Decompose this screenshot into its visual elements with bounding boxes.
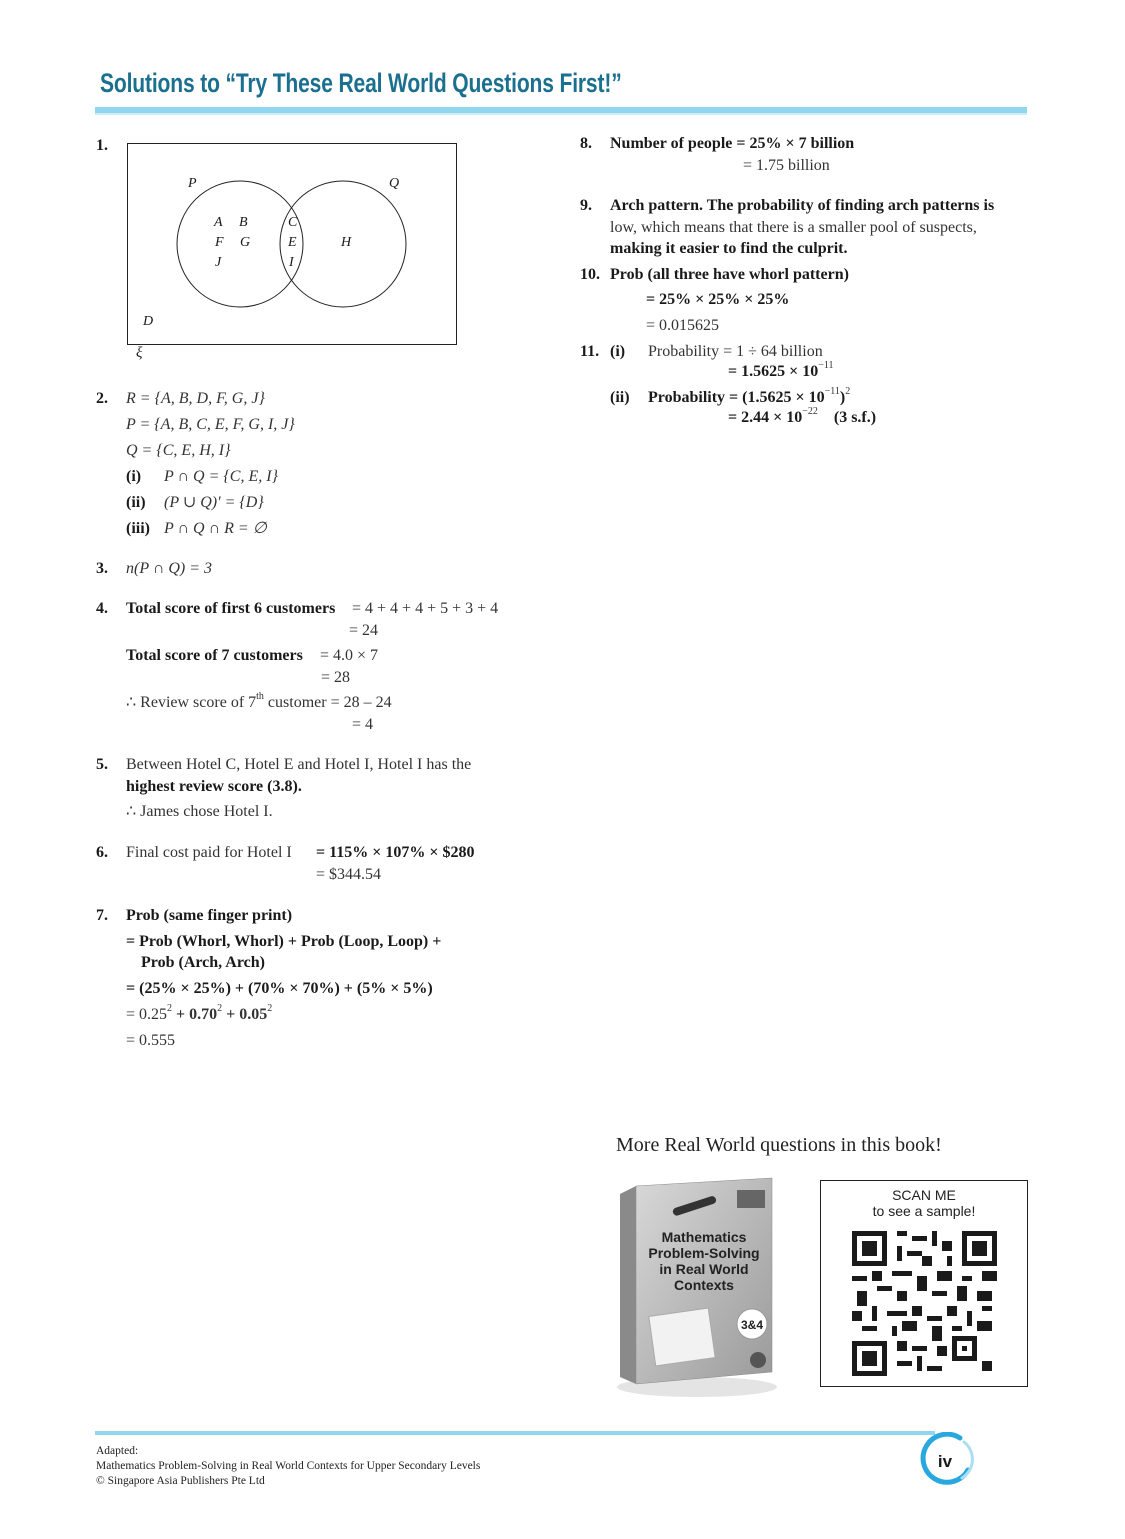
answer-text: making it easier to find the culprit.: [610, 240, 848, 257]
working-expr: = 4 + 4 + 4 + 5 + 3 + 4: [352, 600, 499, 617]
working-label: Total score of first 6 customers: [126, 600, 336, 617]
question-number: 7.: [96, 907, 108, 924]
footer-line: Adapted:: [96, 1445, 139, 1457]
element-c: C: [288, 215, 298, 230]
working-expr: = 25% × 25% × 25%: [646, 291, 790, 308]
qr-caption-line1: SCAN ME: [892, 1187, 956, 1203]
working-result: = 0.015625: [646, 317, 720, 334]
set-p: P = {A, B, C, E, F, G, I, J}: [126, 416, 295, 433]
answer-conclusion: ∴ James chose Hotel I.: [126, 803, 273, 820]
answer-text: low, which means that there is a smaller pool of suspects,: [610, 219, 977, 236]
part-answer: P ∩ Q = {C, E, I}: [164, 468, 278, 485]
question-number: 6.: [96, 844, 108, 861]
element-e: E: [288, 235, 297, 250]
question-number: 3.: [96, 560, 108, 577]
working-label: Prob (all three have whorl pattern): [610, 266, 849, 283]
working-expr: = $0.25^2 + 0.70^2 + 0.05^2$: [126, 1002, 273, 1023]
element-h: H: [341, 235, 352, 250]
book-cover-image: [612, 1172, 782, 1400]
working-label: Final cost paid for Hotel I: [126, 844, 292, 861]
svg-text:Problem-Solving: Problem-Solving: [648, 1245, 760, 1261]
set-q: Q = {C, E, H, I}: [126, 442, 231, 459]
element-a: A: [214, 215, 223, 230]
part-label: (i): [610, 343, 626, 360]
working-expr: = 4.0 × 7: [320, 647, 379, 664]
answer-text: highest review score (3.8).: [126, 778, 302, 795]
part-label: (i): [126, 468, 142, 485]
book-icon: [612, 1172, 782, 1400]
question-number: 5.: [96, 756, 108, 773]
working-expr: Prob (Arch, Arch): [141, 954, 265, 971]
working-result: = 1.75 billion: [743, 157, 830, 174]
working-result: = 4: [352, 716, 374, 733]
footer-divider: [95, 1431, 935, 1435]
working-expr: = Prob (Whorl, Whorl) + Prob (Loop, Loop) +: [126, 933, 442, 950]
part-answer: P ∩ Q ∩ R = ∅: [164, 520, 267, 537]
question-number: 10.: [580, 266, 600, 283]
footer-credits: [96, 1444, 480, 1489]
answer-text: n(P ∩ Q) = 3: [126, 560, 213, 577]
qr-code-icon[interactable]: [852, 1231, 997, 1376]
part-label: (ii): [610, 389, 630, 406]
working-conclusion: ∴ Review score of 7th customer = 28 – 24: [126, 690, 392, 711]
working-expr: Probability = 1 ÷ 64 billion: [648, 343, 823, 360]
page-number-badge: [916, 1432, 974, 1488]
svg-text:3&4: 3&4: [740, 1318, 764, 1332]
element-f: F: [215, 235, 224, 250]
working-label: Total score of 7 customers: [126, 647, 303, 664]
universal-set-symbol: ξ: [136, 345, 143, 361]
element-g: G: [240, 235, 251, 250]
svg-text:Contexts: Contexts: [674, 1277, 734, 1293]
question-number: 9.: [580, 197, 592, 214]
answer-text: Between Hotel C, Hotel E and Hotel I, Hotel I has the: [126, 756, 472, 773]
part-answer: (P ∪ Q)′ = {D}: [164, 494, 264, 511]
working-expr: Number of people = 25% × 7 billion: [610, 135, 855, 152]
element-j: J: [215, 255, 222, 270]
question-number: 11.: [580, 343, 600, 360]
element-d: D: [143, 314, 154, 329]
svg-text:Mathematics: Mathematics: [661, 1229, 747, 1245]
part-label: (ii): [126, 494, 146, 511]
page-title: Solutions to “Try These Real World Questions First!”: [100, 68, 622, 98]
svg-text:in Real World: in Real World: [659, 1261, 749, 1277]
working-result: = 0.555: [126, 1032, 176, 1049]
part-label: (iii): [126, 520, 150, 537]
qr-caption-line2: to see a sample!: [872, 1203, 976, 1219]
title-underline-shadow: [95, 113, 1027, 115]
question-number: 4.: [96, 600, 108, 617]
working-label: Prob (same finger print): [126, 907, 293, 924]
working-result: = $2.44 \times 10^{-22}$ (3 s.f.): [728, 405, 877, 426]
working-result: = $344.54: [316, 866, 382, 883]
working-result: = $1.5625 \times 10^{-11}$: [728, 359, 834, 380]
working-result: = 28: [321, 669, 351, 686]
page-ring-icon: [916, 1432, 974, 1488]
promo-heading: More Real World questions in this book!: [616, 1134, 942, 1156]
qr-code-panel[interactable]: [820, 1180, 1028, 1387]
working-expr: = (25% × 25%) + (70% × 70%) + (5% × 5%): [126, 980, 433, 997]
svg-text:iv: iv: [937, 1452, 953, 1471]
question-number: 8.: [580, 135, 592, 152]
set-label-q: Q: [389, 176, 400, 191]
element-i: I: [289, 255, 294, 270]
working-result: = 24: [349, 622, 379, 639]
set-r: R = {A, B, D, F, G, J}: [126, 390, 265, 407]
question-number: 1.: [96, 137, 108, 154]
set-label-p: P: [188, 176, 197, 191]
venn-diagram: [127, 143, 457, 345]
answer-text: Arch pattern. The probability of finding arch patterns is: [610, 197, 995, 214]
working-expr: = 115% × 107% × $280: [316, 844, 475, 861]
footer-line: Mathematics Problem-Solving in Real World Contexts for Upper Secondary Levels: [96, 1460, 481, 1472]
question-number: 2.: [96, 390, 108, 407]
footer-line: © Singapore Asia Publishers Pte Ltd: [96, 1475, 265, 1487]
working-expr: Probability = $(1.5625 \times 10^{-11})^2$: [648, 385, 851, 406]
element-b: B: [239, 215, 248, 230]
